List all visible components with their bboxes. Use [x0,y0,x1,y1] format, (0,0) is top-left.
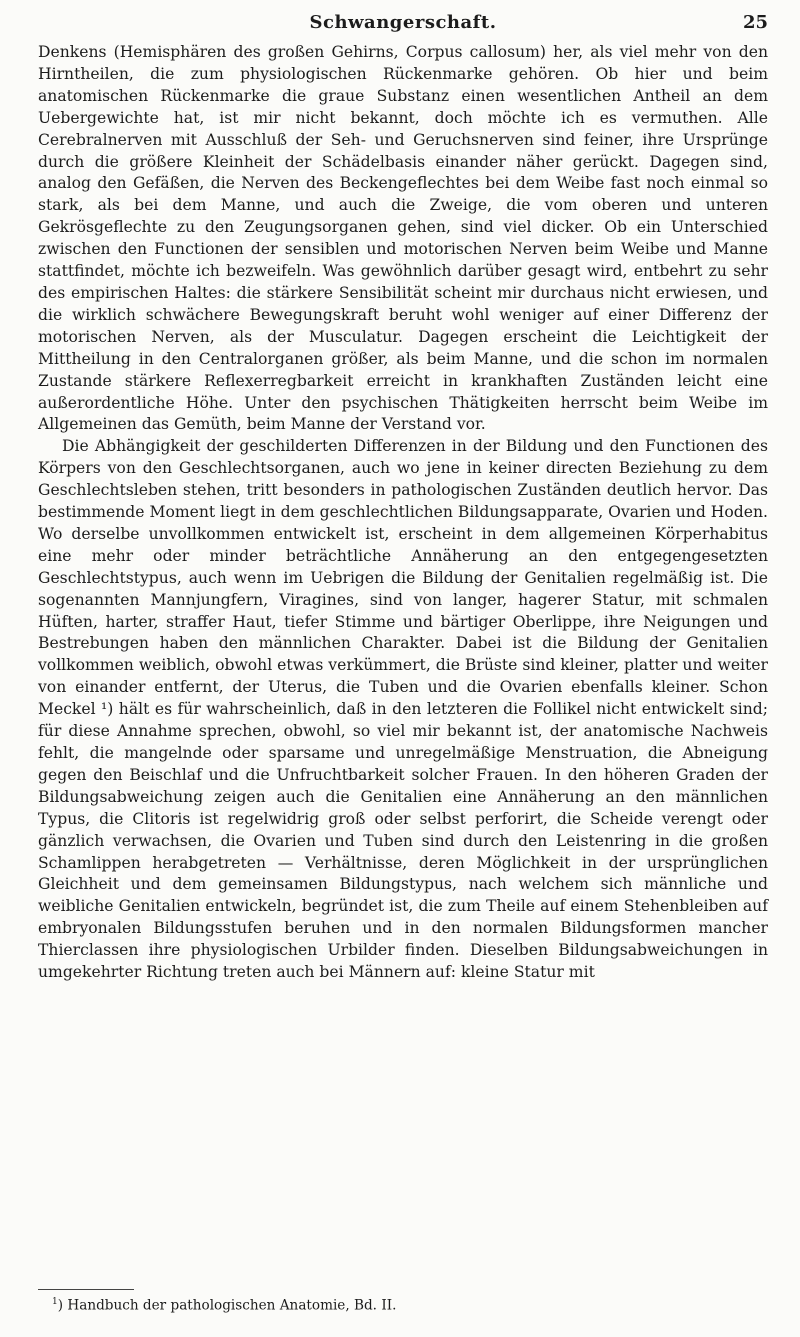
running-title: Schwangerschaft. [309,12,497,33]
footnote-text: Handbuch der pathologischen Anatomie, Bd. II. [67,1297,397,1314]
body-text [38,42,768,984]
footnote-mark: 1 [52,1297,58,1307]
paragraph-2: Die Abhängigkeit der geschilderten Differenzen in der Bildung und den Functionen des Körpers von den Geschlechtsorganen, auch wo jene in keiner directen Beziehung zu dem Geschlechtsleben stehen, tritt besonders in pathologischen Zuständen deutlich hervor. Das bestimmende Moment liegt in dem geschlechtlichen Bildungsapparate, Ovarien und Hoden. Wo derselbe unvollkommen entwickelt ist, erscheint in dem allgemeinen Körperhabitus eine mehr oder minder beträchtliche Annäherung an den entgegengesetzten Geschlechtstypus, auch wenn im Uebrigen die Bildung der Genitalien regelmäßig ist. Die sogenannten Mannjungfern, Viragines, sind von langer, hagerer Statur, mit schmalen Hüften, harter, straffer Haut, tiefer Stimme und bärtiger Oberlippe, ihre Neigungen und Bestrebungen haben den männlichen Charakter. Dabei ist die Bildung der Genitalien vollkommen weiblich, obwohl etwas verkümmert, die Brüste sind kleiner, platter und weiter von einander entfernt, der Uterus, die Tuben und die Ovarien ebenfalls kleiner. Schon Meckel ¹) hält es für wahrscheinlich, daß in den letzteren die Follikel nicht entwickelt sind; für diese Annahme sprechen, obwohl, so viel mir bekannt ist, der anatomische Nachweis fehlt, die mangelnde oder sparsame und unregelmäßige Menstruation, die Abneigung gegen den Beischlaf und die Unfruchtbarkeit solcher Frauen. In den höheren Graden der Bildungsabweichung zeigen auch die Genitalien eine Annäherung an den männlichen Typus, die Clitoris ist regelwidrig groß oder selbst perforirt, die Scheide verengt oder gänzlich verwachsen, die Ovarien und Tuben sind durch den Leistenring in die großen Schamlippen herabgetreten — Verhältnisse, deren Möglichkeit in der ursprünglichen Gleichheit und dem gemeinsamen Bildungstypus, nach welchem sich männliche und weibliche Genitalien entwickeln, begründet ist, die zum Theile auf einem Stehenbleiben auf embryonalen Bildungsstufen beruhen und in den normalen Bildungsformen mancher Thierclassen ihre physiologischen Urbilder finden. Dieselben Bildungsabweichungen in umgekehrter Richtung treten auch bei Männern auf: kleine Statur mit [38,437,768,982]
footnote: $^1$) Handbuch der pathologischen Anatomie, Bd. II. [52,1297,397,1314]
paragraph-1: Denkens (Hemisphären des großen Gehirns, Corpus callosum) her, als viel mehr von den Hirntheilen, die zum physiologischen Rückenmarke gehören. Ob hier und beim anatomischen Rückenmarke die graue Substanz einen wesentlichen Antheil an dem Uebergewichte hat, ist mir nicht bekannt, doch möchte ich es vermuthen. Alle Cerebralnerven mit Ausschluß der Seh- und Geruchsnerven sind feiner, ihre Ursprünge durch die größere Kleinheit der Schädelbasis einander näher gerückt. Dagegen sind, analog den Gefäßen, die Nerven des Beckengeflechtes bei dem Weibe fast noch einmal so stark, als bei dem Manne, und auch die Zweige, die vom oberen und unteren Gekrösgeflechte zu den Zeugungsorganen gehen, sind viel dicker. Ob ein Unterschied zwischen den Functionen der sensiblen und motorischen Nerven beim Weibe und Manne stattfindet, möchte ich bezweifeln. Was gewöhnlich darüber gesagt wird, entbehrt zu sehr des empirischen Haltes: die stärkere Sensibilität scheint mir durchaus nicht erwiesen, und die wirklich schwächere Bewegungskraft beruht wohl weniger auf einer Differenz der motorischen Nerven, als der Musculatur. Dagegen erscheint die Leichtigkeit der Mittheilung in den Centralorganen größer, als beim Manne, und die schon im normalen Zustande stärkere Reflexerregbarkeit erreicht in krankhaften Zuständen leicht eine außerordentliche Höhe. Unter den psychischen Thätigkeiten herrscht beim Weibe im Allgemeinen das Gemüth, beim Manne der Verstand vor. [38,43,768,434]
page-header [38,12,768,42]
footnote-rule [38,1289,134,1290]
page-number: 25 [742,12,768,33]
